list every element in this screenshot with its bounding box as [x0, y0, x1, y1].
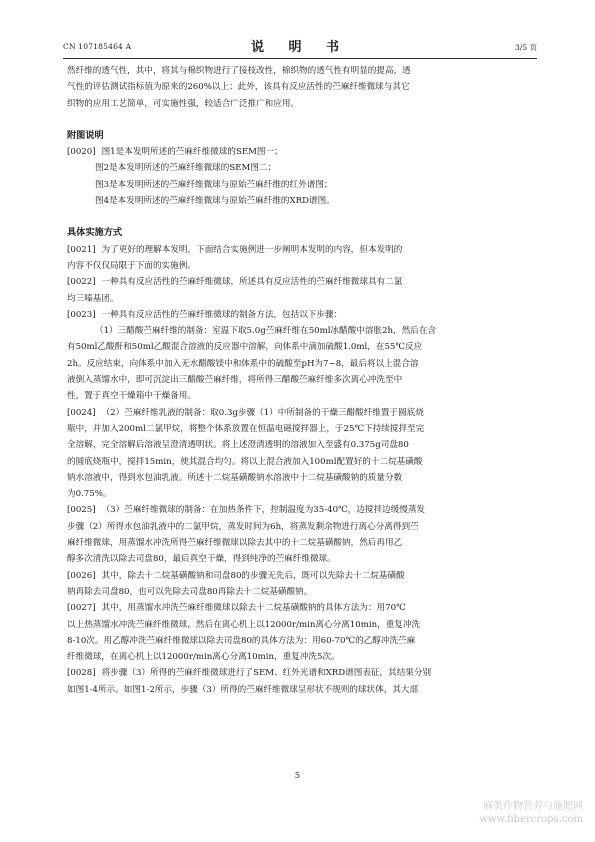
- paragraph: [67, 307, 547, 323]
- text-line: 如图1-4所示。如图1-2所示，步骤（3）所得的苎麻纤维微球呈形状不规则的球状体，其大部: [67, 684, 419, 695]
- paragraph-number: [0020]: [67, 147, 96, 158]
- text-line: 以上热蒸馏水冲洗苎麻纤维微球，然后在离心机上以12000r/min离心分离10min，重复冲洗: [67, 619, 421, 630]
- paragraph-number: [0024]: [67, 407, 96, 418]
- figure-caption: 图1是本发明所述的苎麻纤维微球的SEM图一；: [101, 147, 283, 158]
- page-number: 5: [294, 771, 301, 781]
- text-line: 为0.75%。: [67, 489, 112, 500]
- figure-caption: 图2是本发明所述的苎麻纤维微球的SEM图二；: [95, 163, 277, 174]
- text-line: 其中，用蒸馏水冲洗苎麻纤维微球以除去十二烷基磺酸钠的具体方法为：用70℃: [101, 603, 406, 614]
- text-line: 有50ml乙酸酐和50ml乙酸混合溶液的反应器中溶解，向体系中滴加硫酸1.0ml，在55℃反应: [67, 342, 423, 353]
- paragraph: [67, 665, 547, 681]
- text-line: 一种具有反应活性的苎麻纤维微球，所述具有反应活性的苎麻纤维微球具有二氯: [101, 277, 403, 288]
- paragraph-number: [0028]: [67, 668, 96, 679]
- figure-caption: 图3是本发明所述的苎麻纤维微球与原始苎麻纤维的红外谱图；: [95, 179, 333, 190]
- figure-caption: 图4是本发明所述的苎麻纤维微球与原始苎麻纤维的XRD谱图。: [95, 196, 335, 207]
- paragraph-number: [0026]: [67, 570, 96, 581]
- text-line: 醇多次清洗以除去司盘80，最后真空干燥，得到纯净的苎麻纤维微球。: [67, 554, 336, 565]
- text-line: 瓶中，并加入200ml二氯甲烷，将整个体系放置在恒温电磁搅拌器上，于25℃下持续搅拌至完: [67, 423, 425, 434]
- paragraph-number: [0027]: [67, 603, 96, 614]
- publication-number: CN 107185464 A: [63, 42, 132, 51]
- text-line: 其中，除去十二烷基磺酸钠和司盘80的步骤无先后，既可以先除去十二烷基磺酸: [101, 570, 405, 581]
- text-line: 8-10次。用乙醇冲洗苎麻纤维微球以除去司盘80的具体方法为：用60-70℃的乙醇冲洗苎麻: [67, 635, 416, 646]
- text-line: 为了更好的理解本发明，下面结合实施例进一步阐明本发明的内容，但本发明的: [101, 244, 403, 255]
- text-line: 将步骤（3）所得的苎麻纤维微球进行了SEM、红外光谱和XRD谱图表征，其结果分别: [101, 668, 432, 679]
- text-line: （2）苎麻纤维乳液的制备：取0.3g步骤（1）中所制备的干燥三醋酸纤维置于圆底烧: [101, 407, 424, 418]
- paragraph: [67, 502, 547, 518]
- text-line: 纤维微球，在离心机上以12000r/min离心分离10min，重复冲洗5次。: [67, 652, 340, 663]
- text-line: （3）苎麻纤维微球的制备：在加热条件下，控制温度为35-40℃，边搅拌边缓慢蒸发: [101, 505, 426, 516]
- text-line: 步骤（2）所得水包油乳液中的二氯甲烷，蒸发时间为6h，将蒸发剩余物进行离心分离得到苎: [67, 521, 419, 532]
- text-line: 2h。反应结束，向体系中加入无水醋酸镁中和体系中的硫酸至pH为7~8，最后将以上混合溶: [67, 358, 419, 369]
- paragraph: [67, 600, 547, 616]
- text-line: 麻纤维微球，用蒸馏水冲洗所得苎麻纤维微球以除去其中的十二烷基磺酸钠，然后再用乙: [67, 538, 403, 549]
- text-line: （1）三醋酸苎麻纤维的制备：室温下取5.0g苎麻纤维在50ml冰醋酸中溶胀2h，然后在含: [95, 326, 437, 337]
- text-line: 全溶解，完全溶解后溶液呈澄清透明状。将上述澄清透明的溶液加入至盛有0.375g司盘80: [67, 440, 409, 451]
- page-header: [63, 36, 537, 54]
- paragraph: [67, 405, 547, 421]
- figure-item: [67, 160, 547, 176]
- section-heading-embodiments: 具体实施方式: [67, 227, 123, 239]
- text-line: 气性的评估测试指标值为原来的260%以上；此外，该具有反应活性的苎麻纤维微球与其它: [67, 82, 410, 93]
- paragraph-number: [0025]: [67, 505, 96, 516]
- figure-item: [67, 177, 547, 193]
- site-watermark: [479, 800, 583, 826]
- text-line: 的圆底烧瓶中，搅拌15min，使其混合均匀。将以上混合液加入100ml配置好的十二烷基磺酸: [67, 456, 423, 467]
- text-line: 然纤维的透气性，其中，将其与棉织物进行了接枝改性，棉织物的透气性有明显的提高，透: [67, 66, 411, 76]
- text-line: 性，置于真空干燥箱中干燥备用。: [67, 391, 196, 402]
- text-line: 织物的应用工艺简单，可实施性强，较适合广泛推广和应用。: [67, 98, 300, 109]
- watermark-line: www.fibercrops.com: [479, 814, 583, 825]
- figure-item: [67, 144, 547, 160]
- paragraph: [67, 242, 547, 258]
- paragraph-number: [0023]: [67, 309, 96, 320]
- paragraph: [67, 274, 547, 290]
- header-rule: [63, 58, 537, 59]
- figure-item: [67, 193, 547, 209]
- text-line: 钠再除去司盘80，也可以先除去司盘80再除去十二烷基磺酸钠。: [67, 586, 313, 597]
- document-title: 说 明 书: [250, 40, 350, 55]
- text-line: 均三嗪基团。: [67, 293, 119, 304]
- text-line: 液倒入蒸馏水中，即可沉淀出三醋酸苎麻纤维，将所得三醋酸苎麻纤维多次离心冲洗至中: [67, 375, 403, 386]
- text-line: 钠水溶液中，得到水包油乳液。所述十二烷基磺酸钠水溶液中十二烷基磺酸钠的质量分数: [67, 472, 403, 483]
- paragraph-number: [0021]: [67, 244, 96, 255]
- watermark-line: 麻类作物营养与施肥网: [483, 801, 583, 812]
- document-body: [67, 63, 547, 698]
- text-line: 内容不仅仅局限于下面的实施例。: [67, 260, 196, 271]
- section-heading-figures: 附图说明: [67, 129, 104, 141]
- page-info: 3/5 页: [515, 43, 537, 52]
- paragraph: [67, 568, 547, 584]
- paragraph-number: [0022]: [67, 277, 96, 288]
- text-line: 一种具有反应活性的苎麻纤维微球的制备方法，包括以下步骤：: [101, 309, 343, 320]
